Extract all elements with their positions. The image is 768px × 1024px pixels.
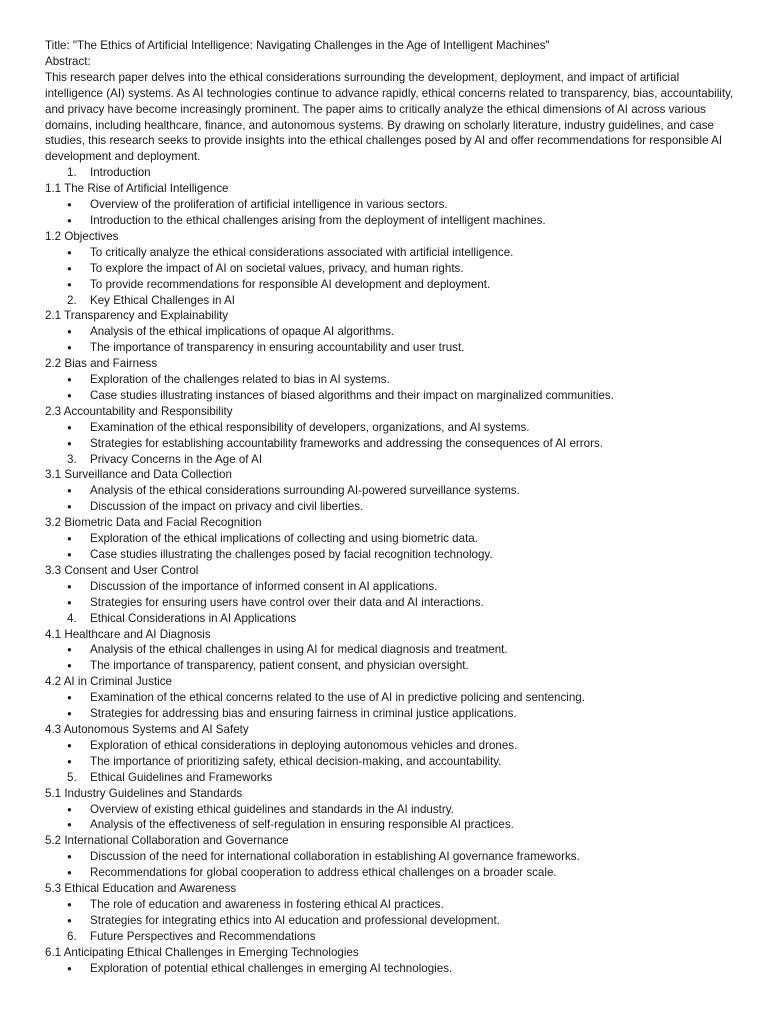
bullet-text: Analysis of the effectiveness of self-regulation in ensuring responsible AI practices.	[90, 818, 514, 832]
section-number: 5.	[67, 770, 77, 784]
subsection-heading: 6.1 Anticipating Ethical Challenges in Emerging Technologies	[45, 945, 359, 959]
bullet-item	[45, 499, 735, 515]
bullet-item	[45, 961, 735, 977]
section-title-text: Ethical Considerations in AI Applications	[90, 611, 297, 625]
bullet-text: Strategies for integrating ethics into AI education and professional development.	[90, 913, 500, 927]
bullet-icon: ●	[67, 343, 72, 353]
section-title	[45, 165, 735, 181]
bullet-item	[45, 690, 735, 706]
bullet-item	[45, 483, 735, 499]
bullet-text: Overview of existing ethical guidelines and standards in the AI industry.	[90, 802, 454, 816]
bullet-icon: ●	[67, 550, 72, 559]
bullet-item	[45, 324, 735, 340]
bullet-text: Discussion of the impact on privacy and civil liberties.	[90, 500, 364, 514]
bullet-icon: ●	[67, 756, 72, 766]
subsection-heading: 4.3 Autonomous Systems and AI Safety	[45, 722, 249, 736]
bullet-item	[45, 579, 735, 595]
bullet-icon: ●	[67, 740, 72, 750]
subsection-heading: 2.3 Accountability and Responsibility	[45, 404, 233, 418]
section-number: 2.	[67, 293, 77, 307]
subsection-heading: 2.1 Transparency and Explainability	[45, 309, 229, 323]
bullet-text: Case studies illustrating the challenges posed by facial recognition technology.	[90, 548, 493, 561]
section-number: 3.	[67, 452, 77, 466]
bullet-icon: ●	[67, 645, 72, 655]
bullet-text: To critically analyze the ethical considerations associated with artificial intelligence.	[90, 245, 514, 259]
subsection-heading: 1.2 Objectives	[45, 229, 119, 243]
bullet-icon: ●	[67, 486, 72, 496]
bullet-text: Recommendations for global cooperation to address ethical challenges on a broader scale.	[90, 866, 557, 880]
bullet-icon: ●	[67, 390, 72, 400]
bullet-text: The role of education and awareness in fostering ethical AI practices.	[90, 897, 444, 911]
bullet-icon: ●	[67, 502, 72, 512]
bullet-item	[45, 817, 735, 833]
bullet-text: Exploration of potential ethical challenges in emerging AI technologies.	[90, 961, 453, 975]
bullet-icon: ●	[67, 709, 72, 719]
subsection-heading: 4.2 AI in Criminal Justice	[45, 675, 172, 689]
bullet-item	[45, 531, 735, 547]
bullet-icon: ●	[67, 247, 72, 257]
bullet-item	[45, 849, 735, 865]
subsection-heading: 3.3 Consent and User Control	[45, 563, 199, 577]
bullet-text: Overview of the proliferation of artificial intelligence in various sectors.	[90, 198, 448, 212]
section-number: 4.	[67, 611, 77, 625]
bullet-icon: ●	[67, 661, 72, 671]
bullet-text: Discussion of the need for international collaboration in establishing AI governance frameworks.	[90, 850, 580, 864]
subsection-heading: 2.2 Bias and Fairness	[45, 357, 158, 371]
bullet-item	[45, 897, 735, 913]
bullet-icon: ●	[67, 852, 72, 862]
subsection-heading: 4.1 Healthcare and AI Diagnosis	[45, 627, 211, 641]
outline	[45, 165, 735, 976]
subsection-heading: 5.1 Industry Guidelines and Standards	[45, 786, 243, 800]
bullet-icon: ●	[67, 327, 72, 337]
bullet-icon: ●	[67, 868, 72, 878]
bullet-text: To provide recommendations for responsible AI development and deployment.	[90, 277, 491, 291]
bullet-text: The importance of transparency, patient consent, and physician oversight.	[90, 659, 469, 673]
bullet-item	[45, 213, 735, 229]
section-title	[45, 293, 735, 309]
document-body	[45, 38, 735, 976]
bullet-icon: ●	[67, 200, 72, 210]
section-number: 6.	[67, 929, 77, 943]
section-title	[45, 611, 735, 627]
bullet-icon: ●	[67, 263, 72, 273]
subsection-heading: 5.2 International Collaboration and Governance	[45, 834, 289, 848]
bullet-text: Analysis of the ethical considerations surrounding AI-powered surveillance systems.	[90, 484, 520, 498]
bullet-item	[45, 706, 735, 722]
subsection-heading: 1.1 The Rise of Artificial Intelligence	[45, 182, 229, 196]
bullet-item	[45, 658, 735, 674]
bullet-text: Introduction to the ethical challenges arising from the deployment of intelligent machines.	[90, 213, 546, 227]
bullet-item	[45, 261, 735, 277]
bullet-text: Strategies for addressing bias and ensuring fairness in criminal justice applications.	[90, 707, 517, 721]
bullet-text: Exploration of the ethical implications of collecting and using biometric data.	[90, 532, 478, 546]
bullet-item	[45, 388, 735, 404]
bullet-item	[45, 738, 735, 754]
bullet-text: Exploration of the challenges related to bias in AI systems.	[90, 373, 390, 387]
section-title	[45, 770, 735, 786]
bullet-text: Discussion of the importance of informed consent in AI applications.	[90, 579, 438, 593]
bullet-icon: ●	[67, 963, 72, 973]
bullet-item	[45, 420, 735, 436]
bullet-text: Analysis of the ethical implications of opaque AI algorithms.	[90, 325, 395, 339]
section-title	[45, 452, 735, 468]
section-title-text: Ethical Guidelines and Frameworks	[90, 770, 273, 784]
bullet-icon: ●	[67, 693, 72, 703]
paper-title: Title: "The Ethics of Artificial Intelligence: Navigating Challenges in the Age of Intelligent Machines"	[45, 39, 550, 52]
bullet-item	[45, 754, 735, 770]
bullet-item	[45, 372, 735, 388]
abstract-text: This research paper delves into the ethical considerations surrounding the development, deployment, and impact of artificial intelligence (AI) systems. As AI technologies continue to advance rapidly, ethical concerns related to transparency, bias, accountability, and privacy have become increasingly prominent. The paper aims to critically analyze the ethical dimensions of AI across various domains, including healthcare, finance, and autonomous systems. By drawing on scholarly literature, industry guidelines, and case studies, this research seeks to provide insights into the ethical challenges posed by AI and offer recommendations for responsible AI development and deployment.	[45, 70, 734, 164]
abstract-label: Abstract:	[45, 54, 91, 68]
bullet-item	[45, 865, 735, 881]
bullet-icon: ●	[67, 581, 72, 591]
subsection-heading: 5.3 Ethical Education and Awareness	[45, 882, 237, 896]
section-title-text: Privacy Concerns in the Age of AI	[90, 452, 263, 466]
bullet-icon: ●	[67, 820, 72, 830]
bullet-icon: ●	[67, 899, 72, 909]
bullet-item	[45, 436, 735, 452]
section-title-text: Future Perspectives and Recommendations	[90, 929, 316, 943]
bullet-item	[45, 595, 735, 611]
bullet-item	[45, 802, 735, 818]
bullet-icon: ●	[67, 804, 72, 814]
section-title-text: Key Ethical Challenges in AI	[90, 293, 236, 307]
section-title	[45, 929, 735, 945]
bullet-item	[45, 340, 735, 356]
bullet-icon: ●	[67, 215, 72, 225]
subsection-heading: 3.1 Surveillance and Data Collection	[45, 468, 232, 482]
bullet-item	[45, 197, 735, 213]
bullet-icon: ●	[67, 375, 72, 385]
bullet-icon: ●	[67, 422, 72, 432]
bullet-item	[45, 245, 735, 261]
bullet-text: The importance of prioritizing safety, ethical decision-making, and accountability.	[90, 754, 502, 768]
bullet-text: Examination of the ethical responsibility of developers, organizations, and AI systems.	[90, 420, 530, 434]
bullet-text: Analysis of the ethical challenges in using AI for medical diagnosis and treatment.	[90, 643, 508, 657]
bullet-text: Strategies for ensuring users have control over their data and AI interactions.	[90, 595, 484, 609]
bullet-icon: ●	[67, 534, 72, 544]
bullet-icon: ●	[67, 279, 72, 289]
bullet-icon: ●	[67, 915, 72, 925]
bullet-item	[45, 642, 735, 658]
bullet-text: Exploration of ethical considerations in deploying autonomous vehicles and drones.	[90, 738, 518, 752]
bullet-item	[45, 277, 735, 293]
bullet-item	[45, 547, 735, 563]
bullet-item	[45, 913, 735, 929]
section-title-text: Introduction	[90, 166, 151, 180]
bullet-text: Examination of the ethical concerns related to the use of AI in predictive policing and sentencing.	[90, 691, 585, 705]
bullet-text: The importance of transparency in ensuring accountability and user trust.	[90, 341, 465, 355]
bullet-icon: ●	[67, 597, 72, 607]
subsection-heading: 3.2 Biometric Data and Facial Recognition	[45, 516, 262, 530]
bullet-text: To explore the impact of AI on societal values, privacy, and human rights.	[90, 261, 464, 275]
bullet-text: Case studies illustrating instances of biased algorithms and their impact on marginalized communities.	[90, 388, 614, 402]
bullet-text: Strategies for establishing accountability frameworks and addressing the consequences of AI errors.	[90, 436, 603, 450]
section-number: 1.	[67, 166, 77, 180]
bullet-icon: ●	[67, 438, 72, 448]
